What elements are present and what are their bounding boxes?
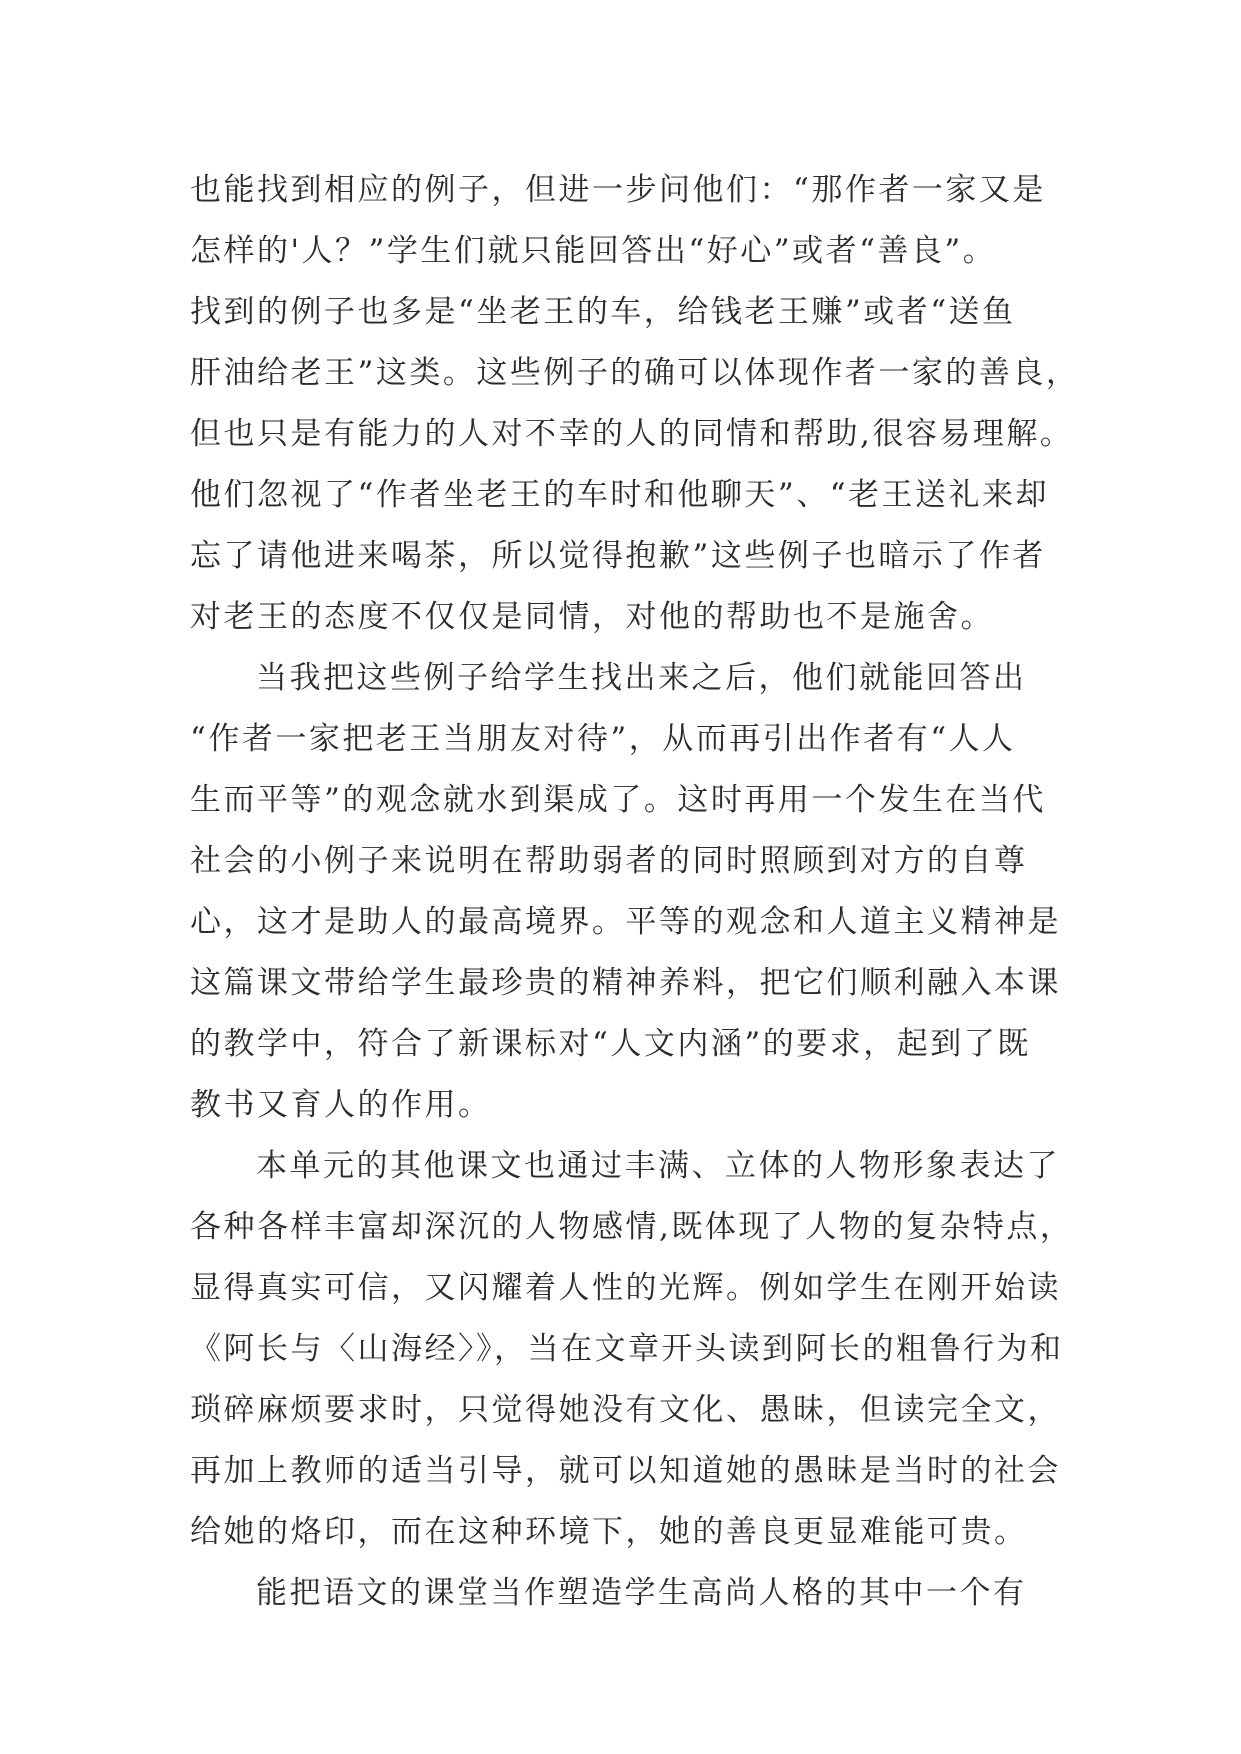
- text-line: 的教学中，符合了新课标对“人文内涵”的要求，起到了既: [190, 1026, 1031, 1062]
- paragraph-start-line: 能把语文的课堂当作塑造学生高尚人格的其中一个有: [256, 1575, 1027, 1611]
- text-line: 《阿长与〈山海经〉》，当在文章开头读到阿长的粗鲁行为和: [190, 1331, 1064, 1367]
- text-line: 各种各样丰富却深沉的人物感情,既体现了人物的复杂特点，: [190, 1209, 1074, 1245]
- text-line: 这篇课文带给学生最珍贵的精神养料，把它们顺利融入本课: [190, 965, 1061, 1001]
- text-line: 也能找到相应的例子，但进一步问他们：“那作者一家又是: [190, 172, 1046, 208]
- text-line: 但也只是有能力的人对不幸的人的同情和帮助,很容易理解。: [190, 416, 1074, 452]
- text-line: 再加上教师的适当引导，就可以知道她的愚昧是当时的社会: [190, 1453, 1061, 1489]
- text-line: 社会的小例子来说明在帮助弱者的同时照顾到对方的自尊: [190, 843, 1028, 879]
- paragraph-start-line: 本单元的其他课文也通过丰满、立体的人物形象表达了: [256, 1148, 1060, 1184]
- text-line: 心，这才是助人的最高境界。平等的观念和人道主义精神是: [190, 904, 1061, 940]
- text-line: 显得真实可信，又闪耀着人性的光辉。例如学生在刚开始读: [190, 1270, 1061, 1306]
- text-line: 对老王的态度不仅仅是同情，对他的帮助也不是施舍。: [190, 599, 994, 635]
- text-line: 找到的例子也多是“坐老王的车，给钱老王赚”或者“送鱼: [190, 294, 1016, 330]
- text-line: 给她的烙印，而在这种环境下，她的善良更显难能可贵。: [190, 1514, 1028, 1550]
- text-line: 肝油给老王”这类。这些例子的确可以体现作者一家的善良，: [190, 355, 1080, 391]
- text-line: 琐碎麻烦要求时，只觉得她没有文化、愚昧，但读完全文，: [190, 1392, 1061, 1428]
- text-line: 忘了请他进来喝茶，所以觉得抱歉”这些例子也暗示了作者: [190, 538, 1046, 574]
- body-text: [190, 160, 1080, 1624]
- text-line: 他们忽视了“作者坐老王的车时和他聊天”、“老王送礼来却: [190, 477, 1050, 513]
- text-line: 生而平等”的观念就水到渠成了。这时再用一个发生在当代: [190, 782, 1046, 818]
- text-line: 怎样的'人？”学生们就只能回答出“好心”或者“善良”。: [190, 233, 997, 269]
- paragraph-start-line: 当我把这些例子给学生找出来之后，他们就能回答出: [256, 660, 1027, 696]
- text-line: “作者一家把老王当朋友对待”，从而再引出作者有“人人: [190, 721, 1016, 757]
- text-line: 教书又育人的作用。: [190, 1087, 492, 1123]
